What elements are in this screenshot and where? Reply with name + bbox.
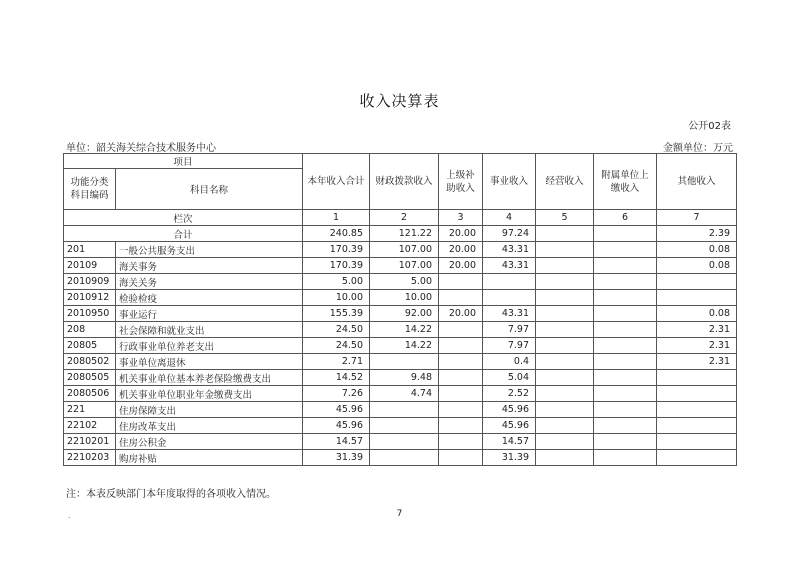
amount-cell: 45.96 [483,418,536,434]
amount-cell: 5.00 [370,274,439,290]
table-row [64,450,737,466]
total-row [64,226,737,242]
table-row [64,434,737,450]
amount-cell [594,370,657,386]
amount-cell: 10.00 [303,290,370,306]
amount-cell [439,338,483,354]
amount-cell [439,434,483,450]
header-item: 项目 [64,154,303,169]
unit-label: 单位：韶关海关综合技术服务中心 [66,143,216,154]
index-row-label: 栏次 [64,210,303,226]
amount-cell: 5.04 [483,370,536,386]
subject-name-cell: 购房补贴 [116,450,303,466]
table-row [64,370,737,386]
index-cell: 1 [303,210,370,226]
footnote: 注：本表反映部门本年度取得的各项收入情况。 [66,489,276,500]
amount-cell [657,418,737,434]
page-number: 7 [396,509,403,519]
amount-cell: 170.39 [303,258,370,274]
amount-cell [536,338,594,354]
table-row [64,386,737,402]
amount-cell: 14.52 [303,370,370,386]
amount-cell [594,274,657,290]
amount-cell: 31.39 [483,450,536,466]
amount-cell: 24.50 [303,338,370,354]
amount-cell: 2.52 [483,386,536,402]
subject-name-cell: 事业运行 [116,306,303,322]
func-code-cell: 20805 [64,338,116,354]
amount-cell: 4.74 [370,386,439,402]
amount-cell: 45.96 [483,402,536,418]
subject-name-cell: 海关事务 [116,258,303,274]
index-cell: 3 [439,210,483,226]
func-code-cell: 2010950 [64,306,116,322]
amount-cell [483,274,536,290]
amount-cell: 2.71 [303,354,370,370]
amount-cell: 0.08 [657,306,737,322]
table-row [64,274,737,290]
amount-cell [657,274,737,290]
index-cell: 7 [657,210,737,226]
amount-cell [439,322,483,338]
amount-cell: 2.31 [657,322,737,338]
amount-cell [439,290,483,306]
amount-cell [536,306,594,322]
header-fiscal: 财政拨款收入 [370,154,439,210]
amount-cell: 14.57 [303,434,370,450]
amount-cell [536,402,594,418]
amount-cell [536,434,594,450]
amount-cell [594,434,657,450]
amount-cell: 45.96 [303,418,370,434]
amount-cell: 9.48 [370,370,439,386]
amount-cell [439,370,483,386]
amount-cell [594,322,657,338]
amount-cell [594,418,657,434]
subject-name-cell: 一般公共服务支出 [116,242,303,258]
amount-cell [370,450,439,466]
subject-name-cell: 检验检疫 [116,290,303,306]
amount-cell: 2.31 [657,354,737,370]
func-code-cell: 2010912 [64,290,116,306]
total-cell: 20.00 [439,226,483,242]
header-func-code: 功能分类科目编码 [64,169,116,210]
amount-cell [536,258,594,274]
form-number: 公开02表 [688,121,731,132]
func-code-cell: 20109 [64,258,116,274]
table-row [64,402,737,418]
amount-cell [594,258,657,274]
amount-cell: 0.4 [483,354,536,370]
amount-cell [657,434,737,450]
func-code-cell: 208 [64,322,116,338]
amount-unit-label: 金额单位：万元 [663,143,733,154]
func-code-cell: 201 [64,242,116,258]
subject-name-cell: 事业单位离退休 [116,354,303,370]
amount-cell [594,402,657,418]
amount-cell [657,290,737,306]
amount-cell: 14.22 [370,322,439,338]
amount-cell [594,338,657,354]
amount-cell: 7.97 [483,322,536,338]
amount-cell: 2.31 [657,338,737,354]
amount-cell: 43.31 [483,242,536,258]
amount-cell [370,434,439,450]
index-cell: 2 [370,210,439,226]
amount-cell [536,242,594,258]
amount-cell: 0.08 [657,242,737,258]
index-cell: 5 [536,210,594,226]
index-row [64,210,737,226]
subject-name-cell: 海关关务 [116,274,303,290]
amount-cell [594,306,657,322]
table-row [64,338,737,354]
header-subject-name: 科目名称 [116,169,303,210]
subject-name-cell: 行政事业单位养老支出 [116,338,303,354]
amount-cell [657,370,737,386]
table-row [64,242,737,258]
amount-cell: 0.08 [657,258,737,274]
total-cell: 2.39 [657,226,737,242]
amount-cell: 107.00 [370,242,439,258]
total-cell [536,226,594,242]
subject-name-cell: 住房公积金 [116,434,303,450]
amount-cell: 14.22 [370,338,439,354]
page-title: 收入决算表 [359,92,440,110]
table-row [64,258,737,274]
amount-cell [594,242,657,258]
amount-cell [439,450,483,466]
index-cell: 4 [483,210,536,226]
amount-cell [439,274,483,290]
amount-cell [439,354,483,370]
amount-cell [536,322,594,338]
func-code-cell: 2080505 [64,370,116,386]
amount-cell [536,386,594,402]
amount-cell [536,370,594,386]
amount-cell: 20.00 [439,306,483,322]
func-code-cell: 2010909 [64,274,116,290]
amount-cell: 107.00 [370,258,439,274]
amount-cell: 14.57 [483,434,536,450]
total-cell: 97.24 [483,226,536,242]
header-superior: 上级补助收入 [439,154,483,210]
func-code-cell: 2210203 [64,450,116,466]
subject-name-cell: 住房改革支出 [116,418,303,434]
func-code-cell: 22102 [64,418,116,434]
table-row [64,322,737,338]
table-row [64,290,737,306]
amount-cell [594,290,657,306]
page-dot: . [68,511,71,520]
amount-cell: 43.31 [483,258,536,274]
table-row [64,354,737,370]
income-table [63,153,737,466]
amount-cell [657,402,737,418]
index-cell: 6 [594,210,657,226]
total-row-label: 合计 [64,226,303,242]
subject-name-cell: 机关事业单位职业年金缴费支出 [116,386,303,402]
header-other: 其他收入 [657,154,737,210]
amount-cell: 31.39 [303,450,370,466]
total-cell [594,226,657,242]
amount-cell: 24.50 [303,322,370,338]
amount-cell [657,450,737,466]
header-operating: 经营收入 [536,154,594,210]
table-row [64,418,737,434]
amount-cell: 45.96 [303,402,370,418]
amount-cell [657,386,737,402]
header-total-income: 本年收入合计 [303,154,370,210]
amount-cell [536,274,594,290]
amount-cell: 92.00 [370,306,439,322]
amount-cell [536,450,594,466]
subject-name-cell: 住房保障支出 [116,402,303,418]
amount-cell: 7.97 [483,338,536,354]
table-row [64,306,737,322]
subject-name-cell: 机关事业单位基本养老保险缴费支出 [116,370,303,386]
func-code-cell: 2080506 [64,386,116,402]
amount-cell: 155.39 [303,306,370,322]
subject-name-cell: 社会保障和就业支出 [116,322,303,338]
amount-cell: 20.00 [439,242,483,258]
amount-cell: 10.00 [370,290,439,306]
amount-cell [483,290,536,306]
func-code-cell: 221 [64,402,116,418]
amount-cell [439,418,483,434]
amount-cell [439,386,483,402]
amount-cell [594,450,657,466]
amount-cell: 5.00 [303,274,370,290]
amount-cell [536,418,594,434]
total-cell: 121.22 [370,226,439,242]
amount-cell [594,354,657,370]
amount-cell [536,354,594,370]
amount-cell: 43.31 [483,306,536,322]
func-code-cell: 2080502 [64,354,116,370]
amount-cell [370,354,439,370]
amount-cell [370,402,439,418]
amount-cell [536,290,594,306]
func-code-cell: 2210201 [64,434,116,450]
total-cell: 240.85 [303,226,370,242]
header-affiliated: 附属单位上缴收入 [594,154,657,210]
header-business: 事业收入 [483,154,536,210]
amount-cell [594,386,657,402]
amount-cell: 170.39 [303,242,370,258]
amount-cell [370,418,439,434]
amount-cell [439,402,483,418]
amount-cell: 7.26 [303,386,370,402]
amount-cell: 20.00 [439,258,483,274]
